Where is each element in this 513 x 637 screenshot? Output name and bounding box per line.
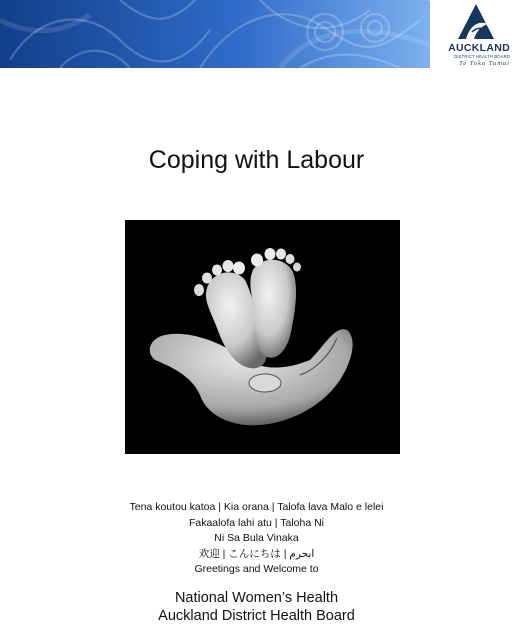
header-banner — [0, 0, 430, 68]
baby-feet-photo — [125, 220, 400, 454]
document-title: Coping with Labour — [148, 146, 365, 174]
greeting-line: Tena koutou katoa | Kia orana | Talofa lava Malo e lelei — [129, 501, 384, 513]
organization-name — [0, 589, 513, 625]
greeting-line: Fakaalofa lahi atu | Taloha Ni — [188, 516, 325, 529]
baby-feet-illustration — [125, 220, 400, 454]
koru-pattern-banner — [0, 0, 430, 68]
logo-subtitle-text: DISTRICT HEALTH BOARD — [454, 54, 510, 59]
greeting-line: Greetings and Welcome to — [194, 563, 319, 575]
logo-brand-text: AUCKLAND — [448, 42, 510, 54]
greeting-line: Ni Sa Bula Vinaka — [214, 532, 299, 544]
organization-line: Auckland District Health Board — [158, 608, 355, 624]
triangle-logo-icon — [436, 2, 510, 42]
adhb-logo — [436, 2, 510, 68]
multilingual-greetings — [0, 500, 513, 578]
logo-motto-text: Te Toka Tumai — [459, 60, 510, 67]
organization-line: National Women’s Health — [174, 590, 339, 606]
greeting-line: 欢迎 | こんにちは | ابحرم — [198, 547, 315, 560]
